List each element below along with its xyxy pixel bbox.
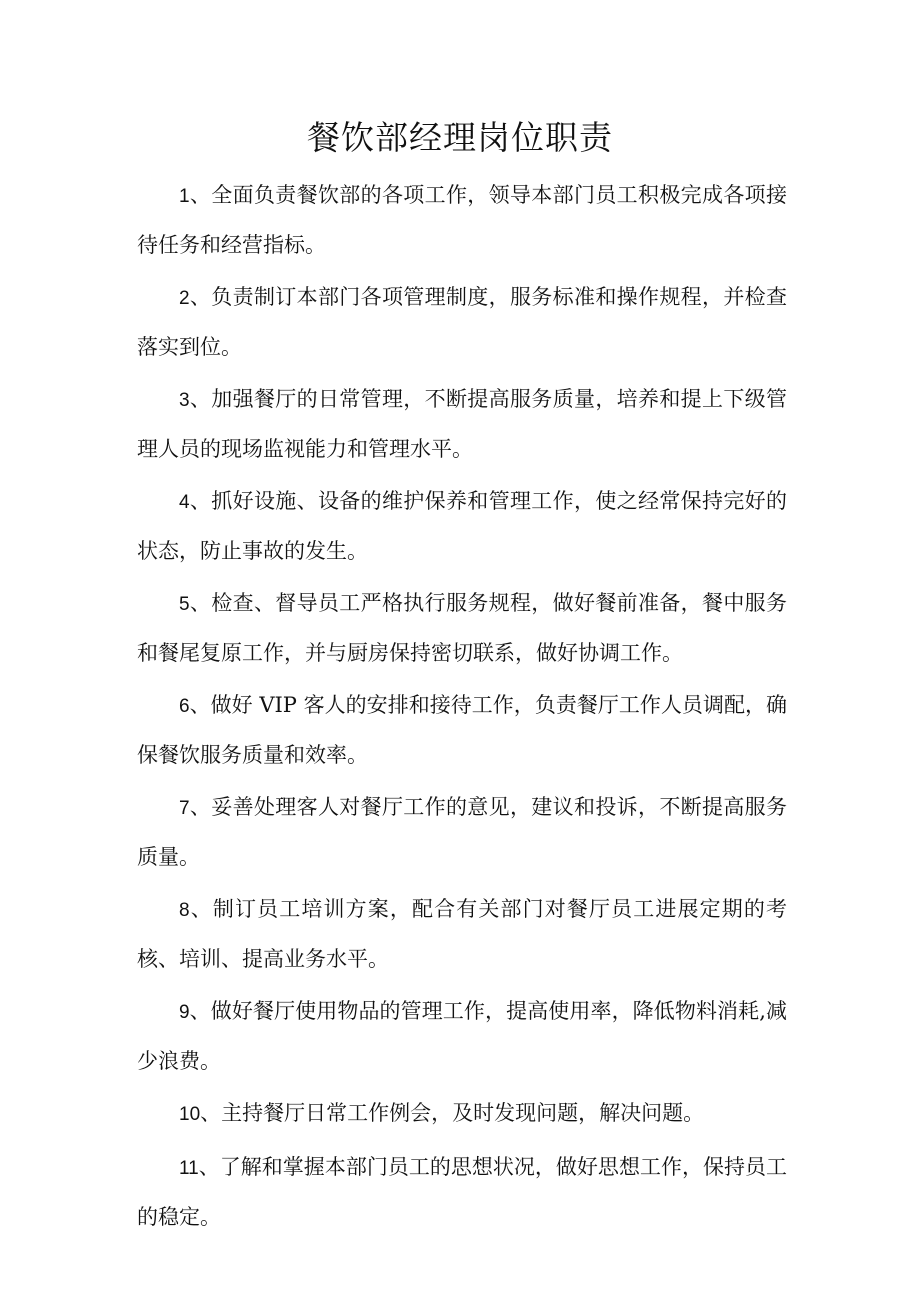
item-separator: 、 [200, 1101, 222, 1125]
item-separator: 、 [189, 387, 212, 411]
duty-item-4 [137, 477, 787, 575]
duty-item-10 [137, 1089, 787, 1139]
item-number: 3 [179, 390, 190, 411]
item-separator: 、 [189, 795, 212, 819]
duty-item-8 [137, 885, 787, 983]
duty-item-7 [137, 783, 787, 881]
duty-item-1 [137, 171, 787, 269]
item-separator: 、 [189, 999, 211, 1023]
item-separator: 、 [189, 591, 212, 615]
item-text: 抓好设施、设备的维护保养和管理工作，使之经常保持完好的状态，防止事故的发生。 [137, 489, 788, 563]
item-text: 主持餐厅日常工作例会，及时发现问题，解决问题。 [221, 1101, 705, 1125]
item-separator: 、 [198, 1155, 220, 1179]
item-text: 做好餐厅使用物品的管理工作，提高使用率，降低物料消耗,减少浪费。 [137, 999, 787, 1073]
item-text: 了解和掌握本部门员工的思想状况，做好思想工作，保持员工的稳定。 [137, 1155, 788, 1229]
duty-item-2 [137, 273, 787, 371]
item-number: 10 [179, 1104, 201, 1125]
duty-list [137, 171, 787, 1245]
item-number: 8 [179, 900, 190, 921]
item-number: 9 [179, 1002, 190, 1023]
item-separator: 、 [189, 693, 211, 717]
item-number: 5 [179, 594, 190, 615]
item-separator: 、 [189, 183, 212, 207]
item-text: 做好 VIP 客人的安排和接待工作，负责餐厅工作人员调配，确保餐饮服务质量和效率。 [137, 693, 787, 767]
item-number: 6 [179, 696, 190, 717]
item-number: 4 [179, 492, 190, 513]
item-text: 妥善处理客人对餐厅工作的意见，建议和投诉，不断提高服务质量。 [137, 795, 788, 869]
item-number: 1 [179, 186, 190, 207]
duty-item-6 [137, 681, 787, 779]
document-title: 餐饮部经理岗位职责 [307, 118, 613, 157]
duty-item-5 [137, 579, 787, 677]
item-text: 加强餐厅的日常管理，不断提高服务质量，培养和提上下级管理人员的现场监视能力和管理水平。 [137, 387, 788, 461]
item-text: 制订员工培训方案，配合有关部门对餐厅员工进展定期的考核、培训、提高业务水平。 [137, 897, 788, 971]
item-text: 全面负责餐饮部的各项工作，领导本部门员工积极完成各项接待任务和经营指标。 [137, 183, 788, 257]
duty-item-11 [137, 1143, 787, 1241]
item-text: 检查、督导员工严格执行服务规程，做好餐前准备，餐中服务和餐尾复原工作，并与厨房保持密切联系，做好协调工作。 [137, 591, 788, 665]
item-number: 7 [179, 798, 190, 819]
item-separator: 、 [189, 489, 212, 513]
item-text: 负责制订本部门各项管理制度，服务标准和操作规程，并检查落实到位。 [137, 285, 788, 359]
item-separator: 、 [189, 285, 212, 309]
duty-item-9 [137, 987, 787, 1085]
item-number: 11 [179, 1158, 199, 1179]
item-separator: 、 [189, 897, 213, 921]
duty-item-3 [137, 375, 787, 473]
item-number: 2 [179, 288, 190, 309]
